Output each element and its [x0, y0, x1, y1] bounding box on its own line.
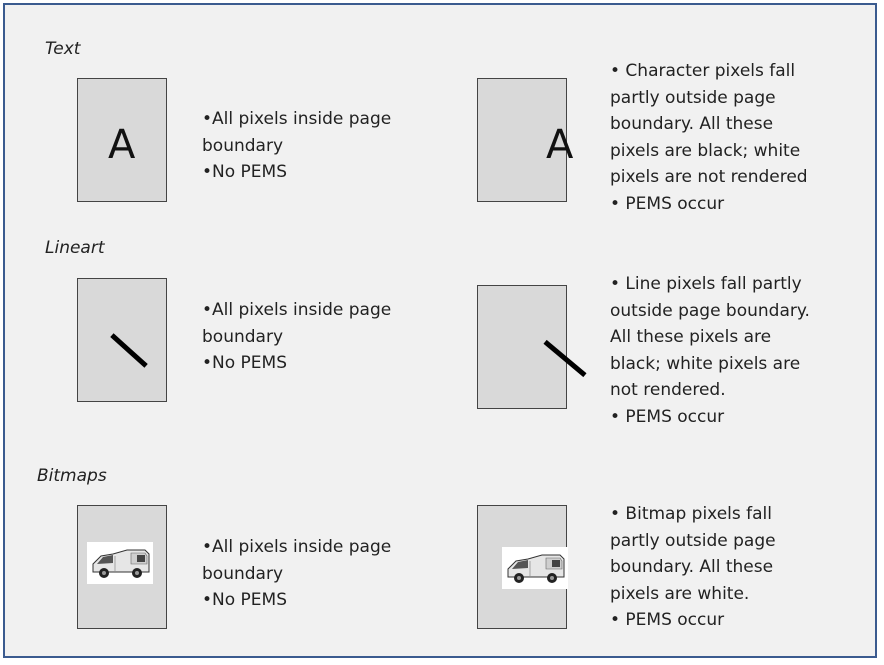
desc-line: boundary: [202, 326, 283, 347]
section-title-text: Text: [45, 39, 81, 59]
diagram-frame: [3, 3, 877, 658]
desc-line: not rendered.: [610, 380, 726, 400]
desc-line: pixels are black; white: [610, 140, 801, 161]
page-lineart-inside: [77, 278, 167, 402]
desc-line: outside page boundary.: [610, 300, 810, 321]
desc-lineart-inside: [202, 297, 391, 377]
section-title-lineart: Lineart: [45, 238, 105, 258]
desc-line: •All pixels inside page: [202, 109, 392, 129]
desc-line: partly outside page: [610, 530, 776, 551]
desc-line: •No PEMS: [202, 590, 287, 610]
van-icon: [87, 542, 153, 584]
line-mark-inside: [110, 333, 148, 367]
van-icon: [502, 547, 568, 589]
desc-line: pixels are not rendered: [610, 167, 808, 187]
desc-line: boundary: [202, 563, 283, 584]
glyph-a-inside: A: [108, 122, 136, 168]
glyph-a-outside: A: [546, 122, 574, 168]
desc-line: • PEMS occur: [610, 193, 725, 214]
line-mark-outside: [543, 340, 586, 377]
desc-line: boundary. All these: [610, 114, 774, 134]
desc-line: • PEMS occur: [610, 610, 725, 630]
desc-line: black; white pixels are: [610, 353, 801, 374]
desc-bitmap-outside: [610, 501, 776, 634]
desc-lineart-outside: [610, 271, 810, 430]
desc-line: pixels are white.: [610, 583, 750, 604]
desc-line: boundary: [202, 135, 283, 156]
desc-text-outside: [610, 58, 808, 217]
desc-line: • Character pixels fall: [610, 61, 796, 81]
page-bitmap-inside: [77, 505, 167, 629]
desc-line: boundary. All these: [610, 557, 774, 577]
desc-line: partly outside page: [610, 87, 776, 108]
desc-line: • PEMS occur: [610, 406, 725, 427]
desc-line: All these pixels are: [610, 327, 772, 347]
desc-line: •No PEMS: [202, 353, 287, 373]
page-text-inside: [77, 78, 167, 202]
page-bitmap-outside: [477, 505, 567, 629]
desc-line: •All pixels inside page: [202, 300, 392, 320]
page-lineart-outside: [477, 285, 567, 409]
desc-line: •No PEMS: [202, 162, 287, 182]
desc-line: • Bitmap pixels fall: [610, 504, 772, 524]
desc-line: • Line pixels fall partly: [610, 274, 802, 294]
desc-line: •All pixels inside page: [202, 537, 392, 557]
van-bitmap-outside: [502, 547, 568, 589]
van-bitmap-inside: [87, 542, 153, 584]
desc-bitmap-inside: [202, 534, 391, 614]
desc-text-inside: [202, 106, 391, 186]
page-text-outside: [477, 78, 574, 202]
section-title-bitmaps: Bitmaps: [37, 466, 107, 486]
